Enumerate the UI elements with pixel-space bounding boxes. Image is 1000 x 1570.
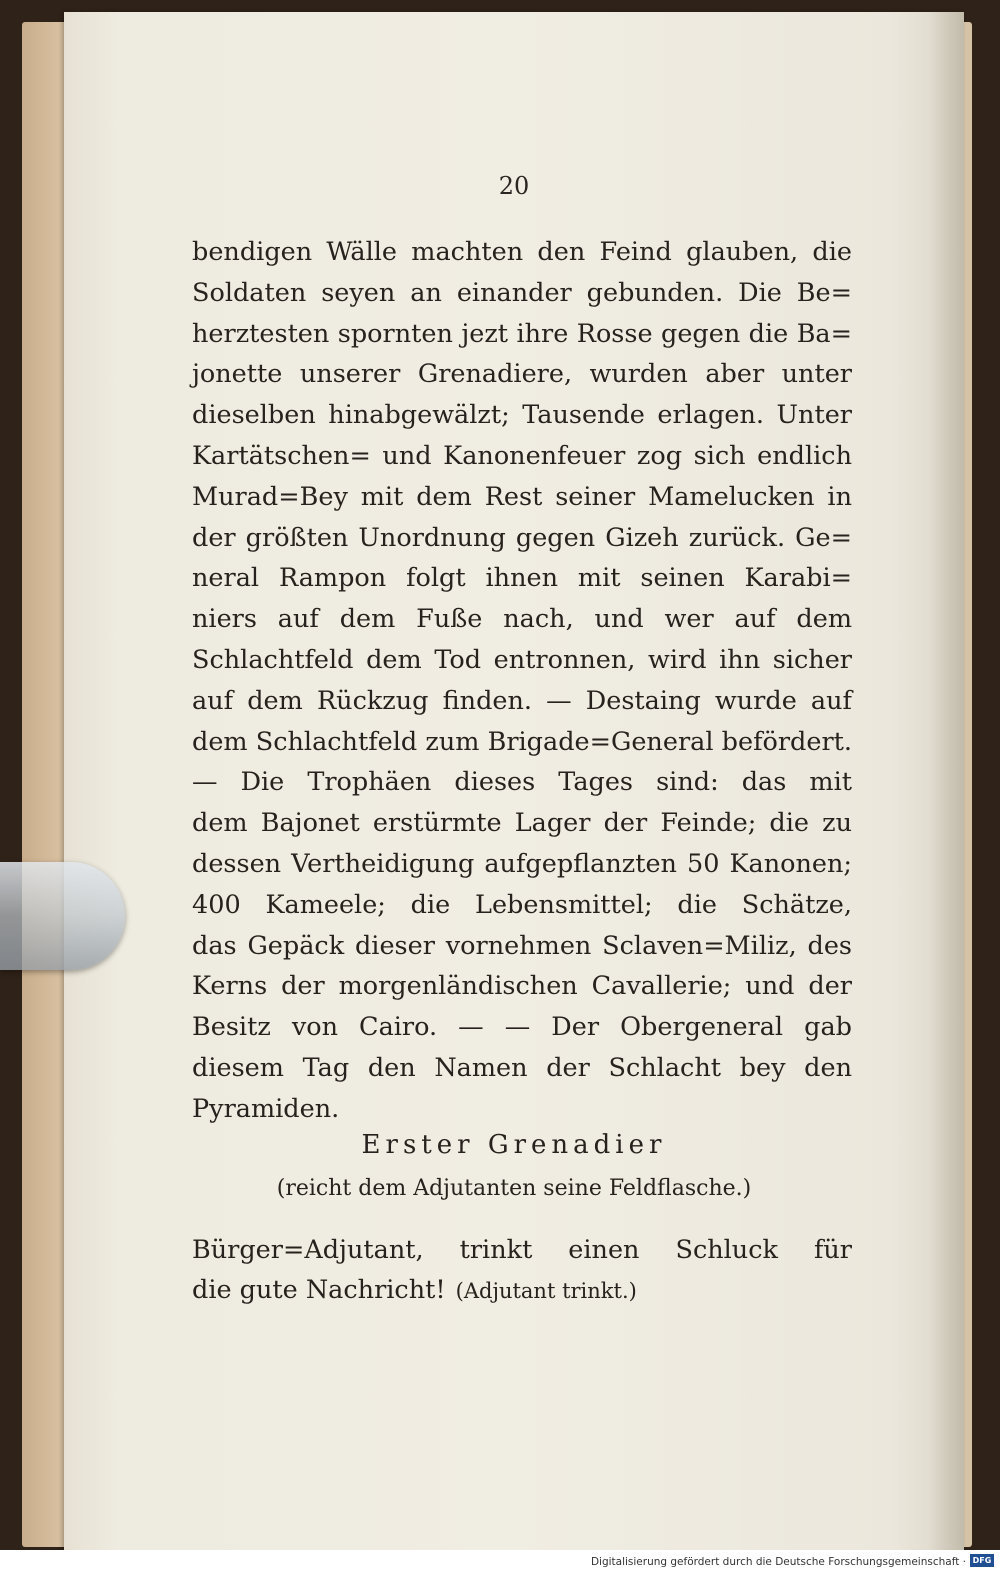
speech-line-text: die gute Nachricht!	[192, 1275, 446, 1305]
book-page	[64, 12, 964, 1552]
body-line: das Gepäck dieser vornehmen Sclaven=Miliz, des	[192, 930, 852, 961]
body-line: bendigen Wälle machten den Feind glauben, die	[192, 237, 852, 267]
body-line: neral Rampon folgt ihnen mit seinen Karabi=	[192, 563, 852, 594]
body-line: jonette unserer Grenadiere, wurden aber unter	[192, 359, 852, 390]
body-line: dem Bajonet erstürmte Lager der Feinde; die zu	[192, 808, 852, 839]
page-gutter-shadow	[928, 12, 964, 1552]
body-line: herztesten spornten jezt ihre Rosse gegen die Ba=	[192, 318, 852, 349]
speech-line	[192, 1270, 852, 1311]
body-line: Soldaten seyen an einander gebunden. Die Be=	[192, 277, 852, 308]
inline-stage-direction: (Adjutant trinkt.)	[455, 1279, 637, 1303]
body-line: diesem Tag den Namen der Schlacht bey den	[192, 1052, 852, 1083]
body-line: dessen Vertheidigung aufgepflanzten 50 Kanonen;	[192, 848, 852, 879]
funding-credit: Digitalisierung gefördert durch die Deutsche Forschungsgemeinschaft ·	[590, 1556, 966, 1568]
body-line: — Die Trophäen dieses Tages sind: das mit	[192, 767, 852, 798]
body-line: auf dem Rückzug finden. — Destaing wurde auf	[192, 685, 852, 716]
dfg-logo: DFG	[970, 1554, 994, 1567]
body-line: dem Schlachtfeld zum Brigade=General befördert.	[192, 726, 852, 757]
page-clip	[0, 862, 125, 970]
body-line: der größten Unordnung gegen Gizeh zurück. Ge=	[192, 522, 852, 553]
body-line: Schlachtfeld dem Tod entronnen, wird ihn sicher	[192, 644, 852, 675]
stage-direction: (reicht dem Adjutanten seine Feldflasche.)	[276, 1176, 752, 1201]
body-line: Kerns der morgenländischen Cavallerie; und der	[192, 971, 852, 1002]
body-text	[192, 232, 852, 1130]
body-line: dieselben hinabgewälzt; Tausende erlagen. Unter	[192, 400, 852, 431]
speaker-heading: Erster Grenadier	[361, 1130, 667, 1160]
body-line: niers auf dem Fuße nach, und wer auf dem	[192, 604, 852, 635]
body-line: 400 Kameele; die Lebensmittel; die Schätze,	[192, 889, 852, 920]
body-line: Murad=Bey mit dem Rest seiner Mamelucken in	[192, 481, 852, 512]
body-line: Pyramiden.	[192, 1093, 340, 1124]
body-line: Kartätschen= und Kanonenfeuer zog sich endlich	[192, 440, 852, 471]
body-line: Besitz von Cairo. — — Der Obergeneral gab	[192, 1012, 852, 1043]
speech-line: Bürger=Adjutant, trinkt einen Schluck für	[192, 1235, 852, 1265]
page-number: 20	[498, 172, 530, 200]
speech-block	[192, 1230, 852, 1311]
footer-bar	[0, 1550, 1000, 1570]
